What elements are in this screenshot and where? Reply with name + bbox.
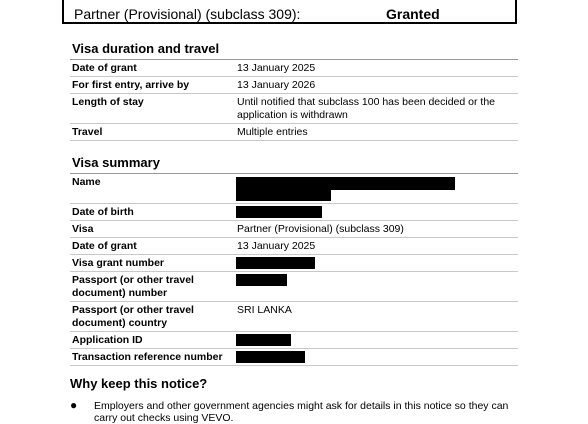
- bullet-icon: ●: [70, 398, 78, 412]
- section-title-summary: Visa summary: [72, 155, 160, 170]
- row-label: Passport (or other travel document) number: [72, 274, 194, 299]
- row-label: Application ID: [72, 334, 143, 346]
- section-title-duration: Visa duration and travel: [72, 41, 220, 56]
- table-row: [70, 204, 518, 221]
- row-value: Until notified that subclass 100 has been decided or the application is withdrawn: [237, 96, 496, 121]
- row-label: Transaction reference number: [72, 351, 223, 363]
- status-label: Partner (Provisional) (subclass 309):: [74, 6, 301, 22]
- row-value: Partner (Provisional) (subclass 309): [237, 223, 404, 235]
- status-value: Granted: [386, 6, 440, 22]
- row-label: Date of grant: [72, 240, 137, 252]
- redaction-bar: [236, 189, 331, 201]
- row-label: Visa grant number: [72, 257, 164, 269]
- table-row: [70, 272, 518, 302]
- redaction-bar: [236, 206, 322, 218]
- table-row: [70, 302, 518, 332]
- table-row: [70, 221, 518, 238]
- table-row: [70, 124, 518, 141]
- row-label: Length of stay: [72, 96, 144, 108]
- table-row: [70, 94, 518, 124]
- table-row: [70, 332, 518, 349]
- bullet-text: Employers and other government agencies might ask for details in this notice so they can carry out checks using VEVO.: [94, 400, 509, 424]
- visa-status-box: [62, 0, 517, 24]
- summary-table: [70, 173, 518, 366]
- row-value: 13 January 2025: [237, 62, 316, 74]
- table-row: [70, 255, 518, 272]
- row-label: Date of grant: [72, 62, 137, 74]
- row-label: Name: [72, 176, 101, 188]
- redaction-bar: [236, 334, 291, 346]
- duration-table: [70, 59, 518, 141]
- table-row: [70, 349, 518, 366]
- row-label: For first entry, arrive by: [72, 79, 190, 91]
- row-value: 13 January 2026: [237, 79, 316, 91]
- redaction-bar: [236, 274, 287, 286]
- table-row: [70, 238, 518, 255]
- table-row: [70, 60, 518, 77]
- redaction-bar: [236, 257, 315, 269]
- row-label: Date of birth: [72, 206, 134, 218]
- table-row: [70, 77, 518, 94]
- row-label: Travel: [72, 126, 103, 138]
- row-label: Passport (or other travel document) country: [72, 304, 194, 329]
- row-value: 13 January 2025: [237, 240, 316, 252]
- redaction-bar: [236, 351, 305, 363]
- row-value: SRI LANKA: [237, 304, 292, 316]
- row-value: Multiple entries: [237, 126, 308, 138]
- row-label: Visa: [72, 223, 94, 235]
- table-row: [70, 174, 518, 204]
- section-title-why: Why keep this notice?: [70, 376, 208, 391]
